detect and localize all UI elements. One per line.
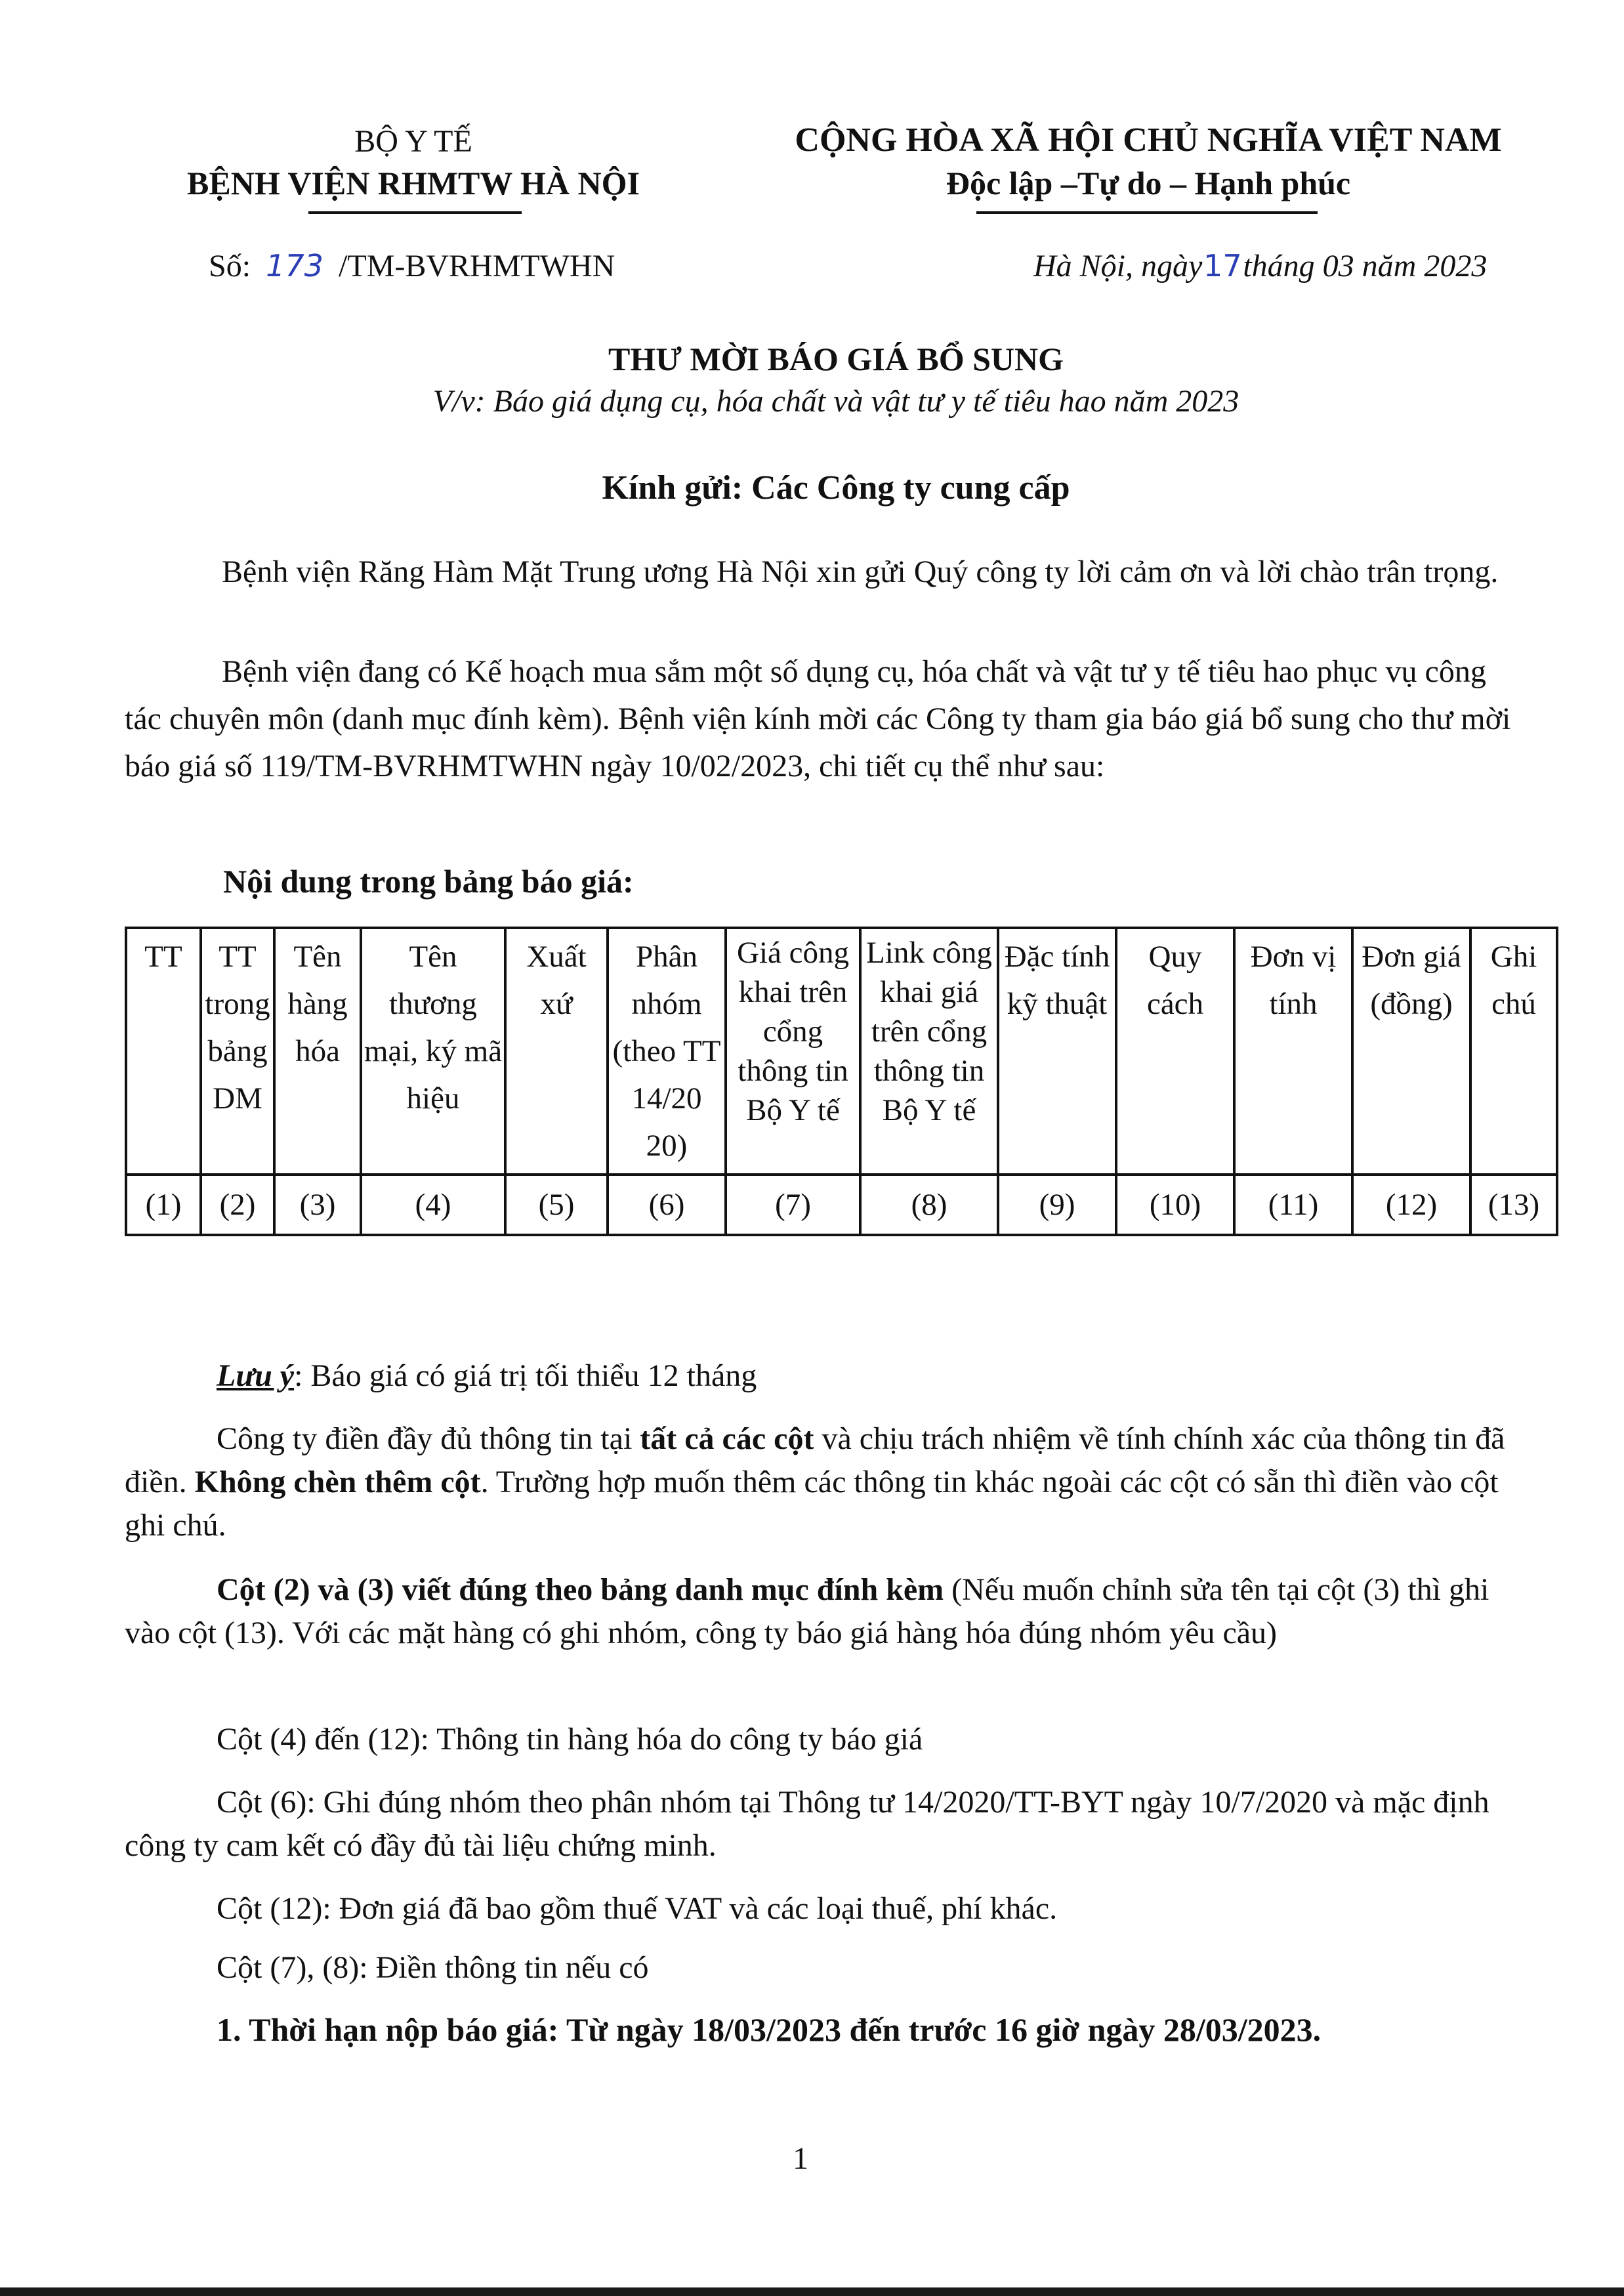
republic-title: CỘNG HÒA XÃ HỘI CHỦ NGHĨA VIỆT NAM xyxy=(795,121,1502,159)
quote-template-table xyxy=(125,927,1558,1236)
ministry-name: BỘ Y TẾ xyxy=(354,124,472,159)
document-date xyxy=(1033,248,1487,284)
date-prefix: Hà Nội, ngày xyxy=(1033,249,1203,283)
number-suffix: /TM-BVRHMTWHN xyxy=(339,249,615,283)
scan-bottom-edge xyxy=(0,2287,1624,2296)
date-day-handwritten: 17 xyxy=(1203,248,1242,283)
fill-all-columns-note xyxy=(125,1417,1529,1547)
column-12-note: Cột (12): Đơn giá đã bao gồm thuế VAT và các loại thuế, phí khác. xyxy=(217,1891,1058,1926)
col-header: Giá công khai trên cổng thông tin Bộ Y tế xyxy=(726,928,860,1175)
note-emphasis: Không chèn thêm cột xyxy=(194,1465,481,1499)
greeting-paragraph: Bệnh viện Răng Hàm Mặt Trung ương Hà Nội xin gửi Quý công ty lời cảm ơn và lời chào trân trọng. xyxy=(222,554,1499,589)
column-6-note: Cột (6): Ghi đúng nhóm theo phân nhóm tại Thông tư 14/2020/TT-BYT ngày 10/7/2020 và mặc định công ty cam kết có đầy đủ tài liệu chứng minh. xyxy=(125,1785,1489,1863)
col-header: Ghi chú xyxy=(1470,928,1557,1175)
col-header: Phân nhóm (theo TT 14/20 20) xyxy=(608,928,726,1175)
table-heading: Nội dung trong bảng báo giá: xyxy=(223,863,634,900)
table-header-row xyxy=(126,928,1557,1175)
letter-subject: V/v: Báo giá dụng cụ, hóa chất và vật tư y tế tiêu hao năm 2023 xyxy=(432,384,1239,419)
col-header: Quy cách xyxy=(1116,928,1234,1175)
col-header: Xuất xứ xyxy=(505,928,608,1175)
col-number: (8) xyxy=(860,1175,998,1235)
document-number xyxy=(209,248,615,284)
col-number: (1) xyxy=(126,1175,201,1235)
note-label: Lưu ý xyxy=(217,1358,295,1393)
letter-title: THƯ MỜI BÁO GIÁ BỔ SUNG xyxy=(608,341,1064,377)
recipient: Kính gửi: Các Công ty cung cấp xyxy=(602,469,1070,507)
col-number: (10) xyxy=(1116,1175,1234,1235)
note-text: Công ty điền đầy đủ thông tin tại xyxy=(217,1421,640,1456)
note-emphasis: tất cả các cột xyxy=(640,1421,814,1456)
note-text: : Báo giá có giá trị tối thiểu 12 tháng xyxy=(294,1358,757,1393)
hospital-name: BỆNH VIỆN RHMTW HÀ NỘI xyxy=(187,165,640,201)
table-number-row xyxy=(126,1175,1557,1235)
col-number: (3) xyxy=(274,1175,361,1235)
date-suffix: tháng 03 năm 2023 xyxy=(1243,249,1488,283)
note-text: và chịu trách nhiệm về tính chính xác của thông tin đã điền. xyxy=(125,1421,1505,1499)
note-text: . Trường hợp muốn thêm các thông tin khác ngoài các cột có sẵn thì điền vào cột ghi chú. xyxy=(125,1465,1499,1543)
col-header: TT trong bảng DM xyxy=(201,928,274,1175)
col-number: (2) xyxy=(201,1175,274,1235)
col-header: Đơn vị tính xyxy=(1234,928,1352,1175)
col-header: Đặc tính kỹ thuật xyxy=(998,928,1116,1175)
col-number: (11) xyxy=(1234,1175,1352,1235)
col-number: (13) xyxy=(1470,1175,1557,1235)
validity-note xyxy=(217,1354,757,1398)
number-prefix: Số: xyxy=(209,249,251,283)
col-number: (12) xyxy=(1352,1175,1470,1235)
col-header: Tên hàng hóa xyxy=(274,928,361,1175)
col-number: (4) xyxy=(361,1175,505,1235)
motto-underline xyxy=(976,211,1318,214)
col-number: (6) xyxy=(608,1175,726,1235)
col-header: Link công khai giá trên cổng thông tin Bộ Y tế xyxy=(860,928,998,1175)
number-handwritten: 173 xyxy=(266,248,323,283)
col-header: Tên thương mại, ký mã hiệu xyxy=(361,928,505,1175)
col-header: TT xyxy=(126,928,201,1175)
columns-4-12-note: Cột (4) đến (12): Thông tin hàng hóa do công ty báo giá xyxy=(217,1722,923,1757)
col-number: (5) xyxy=(505,1175,608,1235)
note-emphasis: Cột (2) và (3) viết đúng theo bảng danh mục đính kèm xyxy=(217,1572,944,1607)
columns-2-3-note xyxy=(125,1568,1529,1655)
page-number: 1 xyxy=(793,2141,808,2176)
columns-7-8-note: Cột (7), (8): Điền thông tin nếu có xyxy=(217,1950,649,1985)
col-number: (9) xyxy=(998,1175,1116,1235)
col-number: (7) xyxy=(726,1175,860,1235)
col-header: Đơn giá (đồng) xyxy=(1352,928,1470,1175)
deadline: 1. Thời hạn nộp báo giá: Từ ngày 18/03/2023 đến trước 16 giờ ngày 28/03/2023. xyxy=(217,2011,1322,2048)
note-text: (Nếu muốn chỉnh sửa tên tại cột (3) thì ghi vào cột (13). Với các mặt hàng có ghi nhóm, công ty báo giá hàng hóa đúng nhóm yêu cầu) xyxy=(125,1572,1489,1650)
motto: Độc lập –Tự do – Hạnh phúc xyxy=(946,165,1351,201)
purpose-paragraph: Bệnh viện đang có Kế hoạch mua sắm một số dụng cụ, hóa chất và vật tư y tế tiêu hao phục vụ công tác chuyên môn (danh mục đính kèm). Bệnh viện kính mời các Công ty tham gia báo giá bổ sung cho thư mời báo giá số 119/TM-BVRHMTWHN ngày 10/02/2023, chi tiết cụ thể như sau: xyxy=(125,654,1511,783)
hospital-underline xyxy=(308,211,522,214)
